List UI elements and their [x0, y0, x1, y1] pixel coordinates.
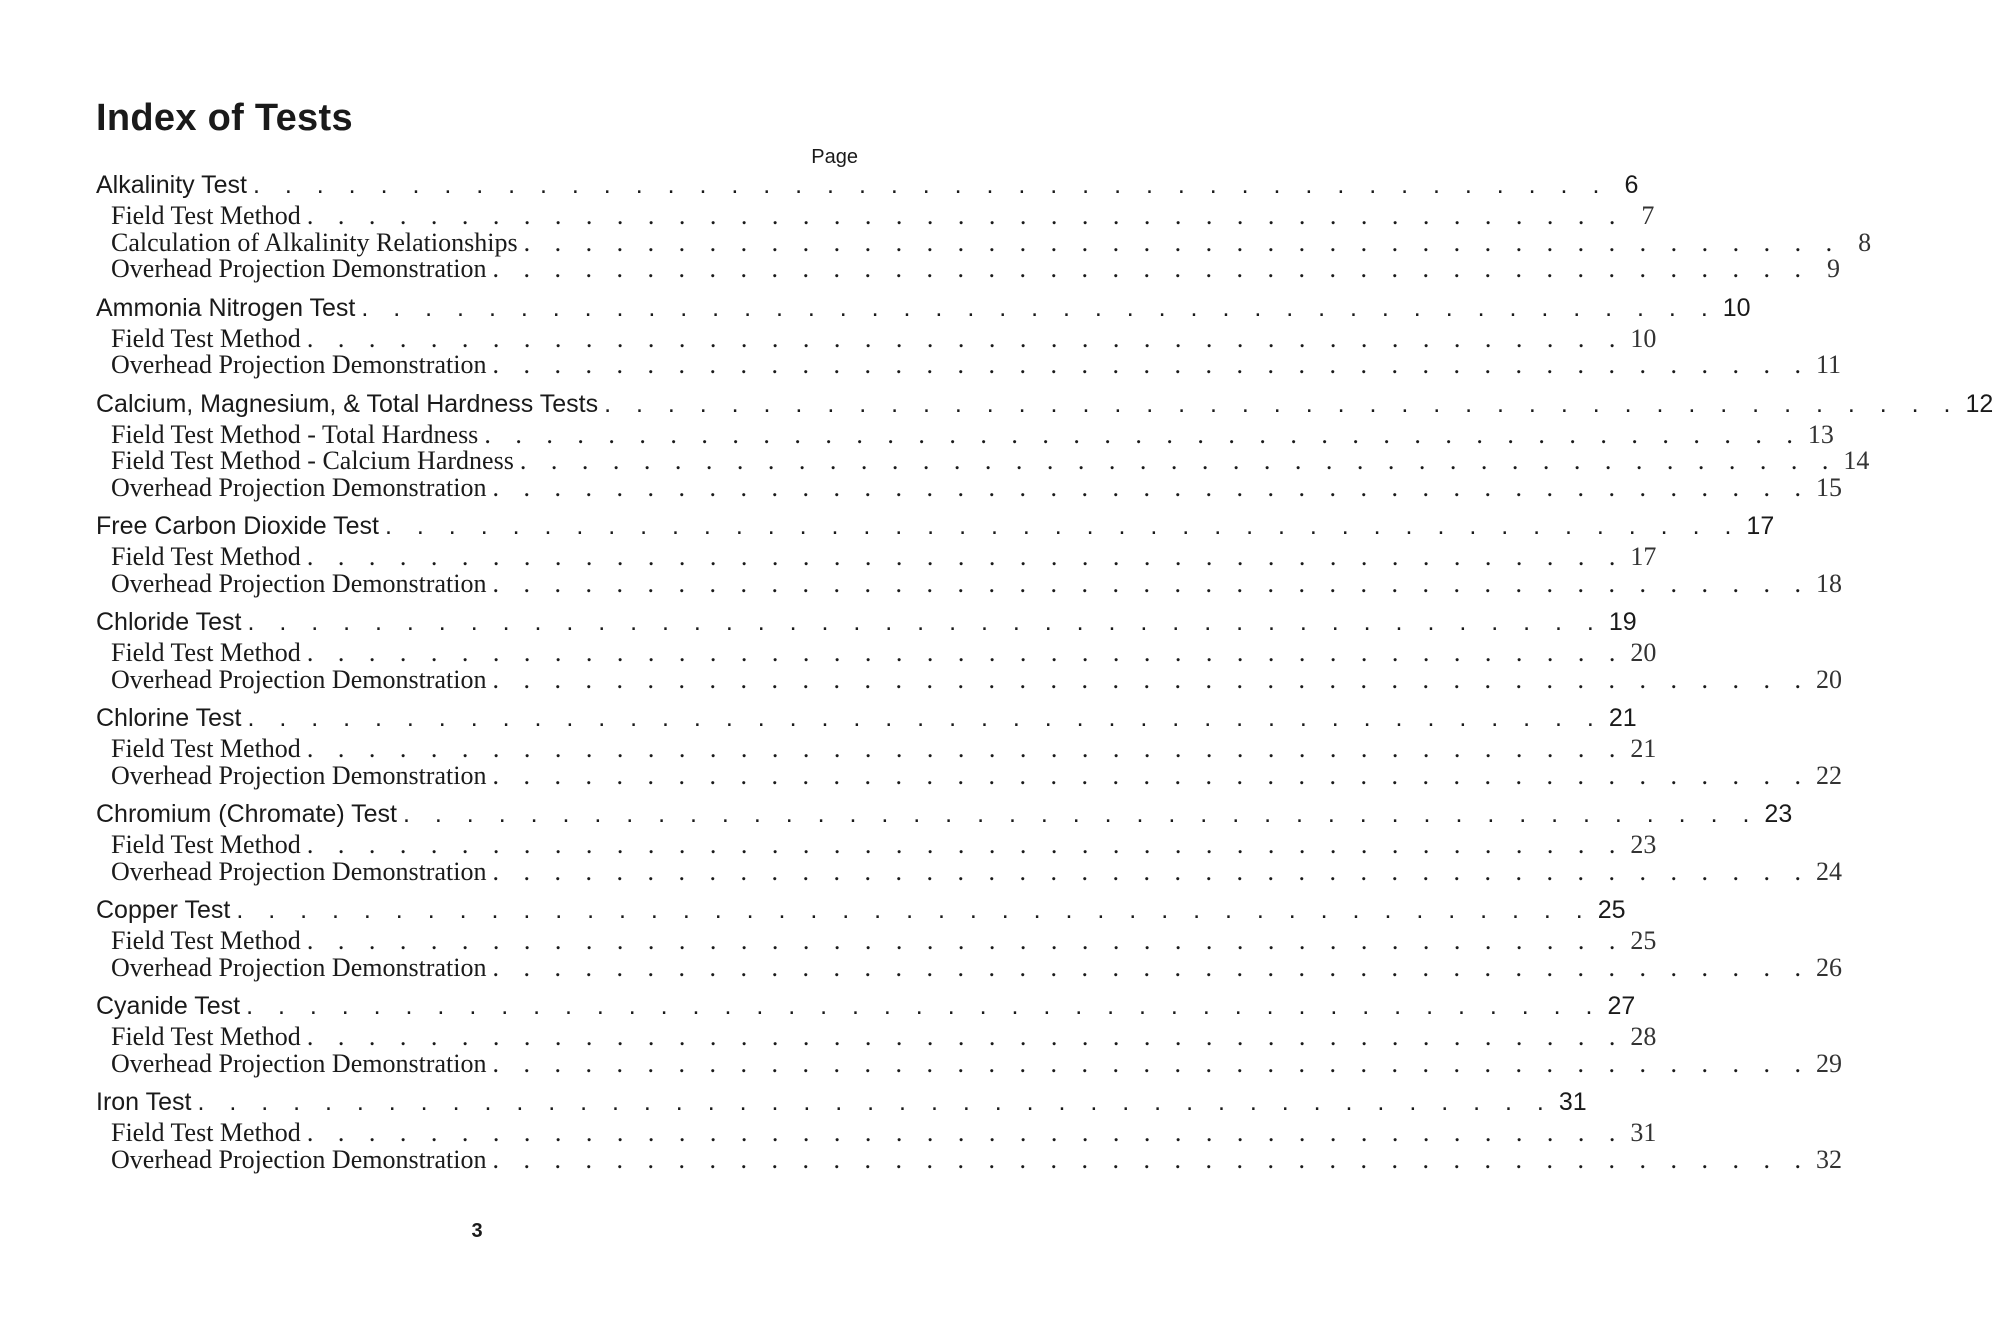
toc-section	[96, 703, 1842, 790]
dot-leader: . . . . . . . . . . . . . . . . . . . . . . . . . . . . . . . . . . . . . . . . . . .	[484, 419, 1802, 449]
toc-entry-page: 12	[1965, 389, 1993, 418]
toc-subentry-page: 10	[1630, 323, 1657, 353]
toc-subentry-title: Field Test Method - Total Hardness	[111, 419, 479, 449]
toc-section	[96, 170, 1872, 283]
toc-subentry-title: Field Test Method	[111, 542, 301, 571]
toc-subentry-page: 32	[1815, 1144, 1842, 1174]
toc-section	[96, 293, 1841, 379]
toc-entry-page: 19	[1608, 608, 1637, 636]
toc-subentry-title: Overhead Projection Demonstration	[111, 664, 487, 694]
dot-leader: . . . . . . . . . . . . . . . . . . . . . . . . . . . . . . . . . . . . . . . . . . .	[306, 734, 1625, 763]
toc-subentry-title: Field Test Method - Calcium Hardness	[111, 446, 514, 475]
toc-subentry-page: 18	[1815, 568, 1842, 598]
toc-subentry	[96, 542, 1657, 571]
dot-leader: . . . . . . . . . . . . . . . . . . . . . . . . . . . . . . . . . . . . . . . . . . .	[492, 664, 1810, 694]
toc-subentry	[96, 227, 1872, 257]
dot-leader: . . . . . . . . . . . . . . . . . . . . . . . . . . . . . . . . . . . . . . . . . . .	[197, 1088, 1553, 1116]
toc-subentry	[96, 734, 1657, 763]
toc-entry	[96, 511, 1775, 541]
page-number: 3	[471, 1220, 483, 1242]
toc-subentry-title: Overhead Projection Demonstration	[111, 254, 487, 283]
toc-entry	[96, 895, 1626, 925]
dot-leader: . . . . . . . . . . . . . . . . . . . . . . . . . . . . . . . . . . . . . . . . . . .	[306, 830, 1625, 859]
toc-subentry	[96, 446, 1870, 475]
dot-leader: . . . . . . . . . . . . . . . . . . . . . . . . . . . . . . . . . . . . . . . . . . .	[523, 227, 1842, 257]
toc-subentry	[96, 419, 1834, 449]
toc-entry	[96, 703, 1637, 733]
toc-subentry-page: 9	[1826, 254, 1840, 283]
toc-entry-title: Chlorine Test	[96, 704, 242, 732]
toc-subentry-title: Overhead Projection Demonstration	[111, 760, 487, 790]
toc-subentry	[96, 472, 1842, 502]
toc-subentry-page: 26	[1815, 952, 1842, 982]
dot-leader: . . . . . . . . . . . . . . . . . . . . . . . . . . . . . . . . . . . . . . . . . . .	[246, 992, 1602, 1020]
dot-leader: . . . . . . . . . . . . . . . . . . . . . . . . . . . . . . . . . . . . . . . . . . .	[492, 472, 1810, 502]
toc-subentry	[96, 323, 1657, 353]
toc-section	[96, 799, 1842, 886]
toc-entry-title: Free Carbon Dioxide Test	[96, 512, 380, 540]
toc-entry-title: Chloride Test	[96, 608, 242, 636]
toc-subentry-title: Calculation of Alkalinity Relationships	[111, 227, 518, 257]
toc-entry-title: Chromium (Chromate) Test	[96, 800, 398, 828]
toc-entry-title: Iron Test	[96, 1088, 192, 1116]
dot-leader: . . . . . . . . . . . . . . . . . . . . . . . . . . . . . . . . . . . . . . . . . . .	[519, 446, 1838, 475]
toc-entry	[96, 607, 1637, 637]
toc-subentry-page: 28	[1630, 1022, 1657, 1051]
toc-subentry-page: 29	[1815, 1048, 1842, 1078]
toc-subentry	[96, 926, 1657, 955]
dot-leader: . . . . . . . . . . . . . . . . . . . . . . . . . . . . . . . . . . . . . . . . . . .	[306, 323, 1625, 353]
toc-subentry-title: Overhead Projection Demonstration	[111, 1048, 487, 1078]
table-of-contents	[96, 170, 1993, 1174]
toc-subentry-title: Overhead Projection Demonstration	[111, 952, 487, 982]
toc-subentry	[96, 1048, 1842, 1078]
dot-leader: . . . . . . . . . . . . . . . . . . . . . . . . . . . . . . . . . . . . . . . . . . .	[403, 800, 1759, 828]
toc-subentry-page: 7	[1641, 201, 1655, 230]
toc-entry	[96, 991, 1636, 1021]
toc-entry-page: 27	[1607, 992, 1636, 1020]
toc-subentry-title: Field Test Method	[111, 830, 301, 859]
toc-entry	[96, 389, 1993, 419]
dot-leader: . . . . . . . . . . . . . . . . . . . . . . . . . . . . . . . . . . . . . . . . . . .	[492, 254, 1810, 283]
toc-subentry-page: 11	[1815, 350, 1841, 379]
toc-entry-page: 23	[1764, 800, 1793, 828]
dot-leader: . . . . . . . . . . . . . . . . . . . . . . . . . . . . . . . . . . . . . . . . . . .	[604, 389, 1960, 418]
toc-entry-title: Ammonia Nitrogen Test	[96, 293, 356, 322]
toc-entry	[96, 293, 1751, 323]
index-page	[96, 96, 1993, 1174]
toc-subentry	[96, 568, 1842, 598]
toc-subentry-title: Field Test Method	[111, 926, 301, 955]
toc-subentry-page: 14	[1843, 446, 1870, 475]
toc-entry	[96, 1087, 1587, 1117]
dot-leader: . . . . . . . . . . . . . . . . . . . . . . . . . . . . . . . . . . . . . . . . . . .	[492, 1144, 1810, 1174]
toc-subentry-title: Overhead Projection Demonstration	[111, 350, 487, 379]
toc-entry-page: 25	[1597, 896, 1626, 924]
toc-subentry-title: Field Test Method	[111, 1118, 301, 1147]
toc-entry-title: Cyanide Test	[96, 992, 241, 1020]
dot-leader: . . . . . . . . . . . . . . . . . . . . . . . . . . . . . . . . . . . . . . . . . . .	[361, 293, 1717, 322]
toc-subentry-page: 23	[1630, 830, 1657, 859]
toc-subentry	[96, 254, 1840, 283]
toc-subentry-page: 20	[1630, 638, 1657, 667]
toc-section	[96, 607, 1842, 694]
toc-section	[96, 991, 1842, 1078]
toc-section	[96, 389, 1993, 502]
toc-subentry-page: 15	[1815, 472, 1842, 502]
dot-leader: . . . . . . . . . . . . . . . . . . . . . . . . . . . . . . . . . . . . . . . . . . .	[492, 1048, 1810, 1078]
toc-entry-title: Copper Test	[96, 896, 231, 924]
toc-subentry-title: Field Test Method	[111, 201, 301, 230]
toc-subentry-page: 25	[1630, 926, 1657, 955]
dot-leader: . . . . . . . . . . . . . . . . . . . . . . . . . . . . . . . . . . . . . . . . . . .	[306, 201, 1625, 230]
page-title: Index of Tests	[96, 97, 353, 139]
dot-leader: . . . . . . . . . . . . . . . . . . . . . . . . . . . . . . . . . . . . . . . . . . .	[306, 638, 1625, 667]
dot-leader: . . . . . . . . . . . . . . . . . . . . . . . . . . . . . . . . . . . . . . . . . . .	[306, 1118, 1625, 1147]
dot-leader: . . . . . . . . . . . . . . . . . . . . . . . . . . . . . . . . . . . . . . . . . . .	[492, 760, 1810, 790]
dot-leader: . . . . . . . . . . . . . . . . . . . . . . . . . . . . . . . . . . . . . . . . . . .	[492, 856, 1810, 886]
toc-subentry	[96, 952, 1842, 982]
toc-entry	[96, 170, 1639, 200]
toc-entry	[96, 799, 1793, 829]
toc-subentry-title: Overhead Projection Demonstration	[111, 568, 487, 598]
toc-subentry-page: 17	[1630, 542, 1657, 571]
toc-subentry	[96, 856, 1842, 886]
toc-subentry-title: Field Test Method	[111, 1022, 301, 1051]
toc-subentry-title: Overhead Projection Demonstration	[111, 1144, 487, 1174]
toc-subentry-page: 21	[1630, 734, 1657, 763]
toc-entry-page: 17	[1746, 512, 1775, 540]
toc-subentry-page: 22	[1815, 760, 1842, 790]
dot-leader: . . . . . . . . . . . . . . . . . . . . . . . . . . . . . . . . . . . . . . . . . . .	[492, 350, 1810, 379]
toc-section	[96, 511, 1842, 598]
toc-subentry-title: Field Test Method	[111, 734, 301, 763]
toc-section	[96, 1087, 1842, 1174]
dot-leader: . . . . . . . . . . . . . . . . . . . . . . . . . . . . . . . . . . . . . . . . . . .	[247, 704, 1603, 732]
dot-leader: . . . . . . . . . . . . . . . . . . . . . . . . . . . . . . . . . . . . . . . . . . .	[492, 952, 1810, 982]
dot-leader: . . . . . . . . . . . . . . . . . . . . . . . . . . . . . . . . . . . . . . . . . . .	[492, 568, 1810, 598]
dot-leader: . . . . . . . . . . . . . . . . . . . . . . . . . . . . . . . . . . . . . . . . . . .	[253, 171, 1609, 199]
dot-leader: . . . . . . . . . . . . . . . . . . . . . . . . . . . . . . . . . . . . . . . . . . .	[236, 896, 1592, 924]
toc-entry-page: 21	[1608, 704, 1637, 732]
toc-subentry	[96, 201, 1655, 230]
toc-subentry-page: 20	[1815, 664, 1842, 694]
toc-subentry-title: Field Test Method	[111, 638, 301, 667]
toc-subentry	[96, 350, 1841, 379]
toc-entry-page: 6	[1624, 171, 1639, 199]
toc-section	[96, 895, 1842, 982]
toc-subentry-title: Overhead Projection Demonstration	[111, 472, 487, 502]
page-column-label: Page	[811, 146, 858, 168]
toc-subentry	[96, 760, 1842, 790]
toc-subentry-page: 24	[1815, 856, 1842, 886]
toc-subentry-page: 13	[1807, 419, 1834, 449]
dot-leader: . . . . . . . . . . . . . . . . . . . . . . . . . . . . . . . . . . . . . . . . . . .	[306, 1022, 1625, 1051]
toc-subentry	[96, 1118, 1657, 1147]
toc-subentry	[96, 638, 1657, 667]
dot-leader: . . . . . . . . . . . . . . . . . . . . . . . . . . . . . . . . . . . . . . . . . . .	[306, 542, 1625, 571]
toc-subentry-title: Field Test Method	[111, 323, 301, 353]
toc-subentry-page: 8	[1858, 227, 1872, 257]
dot-leader: . . . . . . . . . . . . . . . . . . . . . . . . . . . . . . . . . . . . . . . . . . .	[247, 608, 1603, 636]
toc-subentry-page: 31	[1630, 1118, 1657, 1147]
toc-entry-title: Alkalinity Test	[96, 171, 247, 199]
toc-entry-page: 10	[1722, 293, 1751, 322]
dot-leader: . . . . . . . . . . . . . . . . . . . . . . . . . . . . . . . . . . . . . . . . . . .	[385, 512, 1741, 540]
toc-subentry	[96, 664, 1842, 694]
toc-subentry	[96, 830, 1657, 859]
toc-subentry	[96, 1144, 1842, 1174]
dot-leader: . . . . . . . . . . . . . . . . . . . . . . . . . . . . . . . . . . . . . . . . . . .	[306, 926, 1625, 955]
toc-subentry	[96, 1022, 1657, 1051]
toc-entry-title: Calcium, Magnesium, & Total Hardness Tests	[96, 389, 599, 418]
toc-subentry-title: Overhead Projection Demonstration	[111, 856, 487, 886]
toc-entry-page: 31	[1558, 1088, 1587, 1116]
